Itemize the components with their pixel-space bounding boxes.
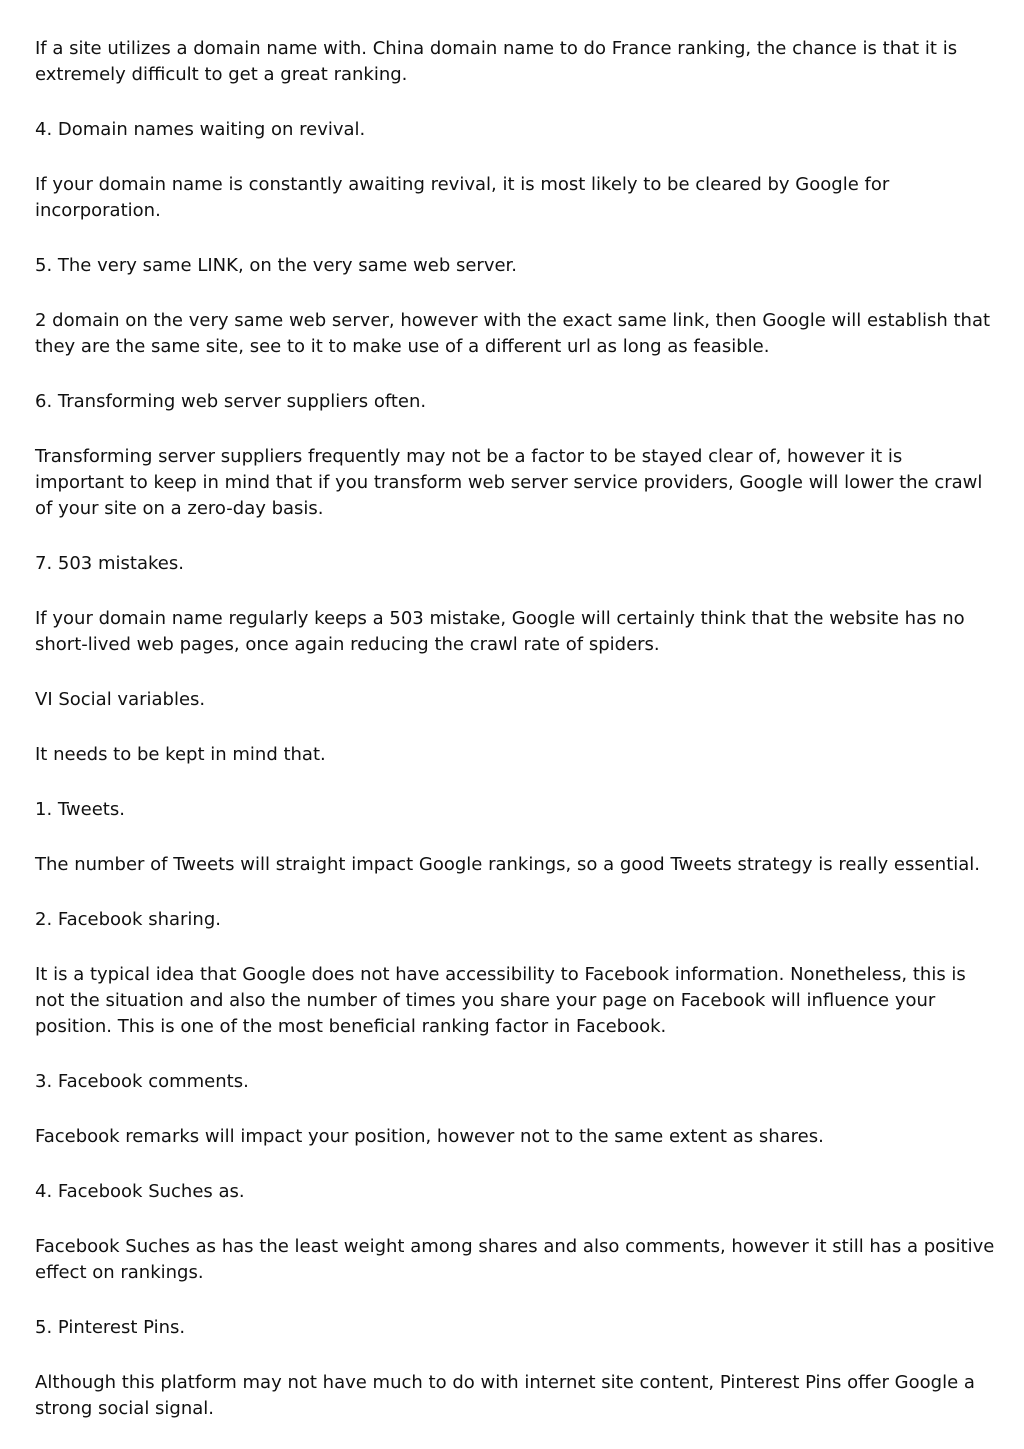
heading-domain-revival: 4. Domain names waiting on revival.	[35, 119, 366, 140]
paragraph-pinterest-pins: Although this platform may not have much to do with internet site content, Pinterest Pins offer Google a strong social signal.	[35, 1372, 975, 1419]
heading-tweets: 1. Tweets.	[35, 799, 125, 820]
paragraph-same-link: 2 domain on the very same web server, however with the exact same link, then Google will establish that they are the same site, see to it to make use of a different url as long as feasible.	[35, 310, 991, 357]
heading-facebook-comments: 3. Facebook comments.	[35, 1071, 249, 1092]
heading-facebook-likes: 4. Facebook Suches as.	[35, 1181, 245, 1202]
paragraph-facebook-comments: Facebook remarks will impact your position, however not to the same extent as shares.	[35, 1126, 824, 1147]
heading-facebook-sharing: 2. Facebook sharing.	[35, 909, 221, 930]
heading-same-link: 5. The very same LINK, on the very same web server.	[35, 255, 518, 276]
document-body	[35, 36, 995, 1422]
paragraph-domain-revival: If your domain name is constantly awaiting revival, it is most likely to be cleared by Google for incorporation.	[35, 174, 890, 221]
heading-pinterest-pins: 5. Pinterest Pins.	[35, 1317, 186, 1338]
paragraph-social-intro: It needs to be kept in mind that.	[35, 744, 326, 765]
heading-503-mistakes: 7. 503 mistakes.	[35, 553, 184, 574]
paragraph-country-domain: If a site utilizes a domain name with. China domain name to do France ranking, the chance is that it is extremely difficult to get a great ranking.	[35, 38, 958, 85]
heading-server-suppliers: 6. Transforming web server suppliers often.	[35, 391, 427, 412]
paragraph-tweets: The number of Tweets will straight impact Google rankings, so a good Tweets strategy is really essential.	[35, 854, 981, 875]
paragraph-facebook-sharing: It is a typical idea that Google does not have accessibility to Facebook information. Nonetheless, this is not the situation and also the number of times you share your page on Facebook will influence your position. This is one of the most beneficial ranking factor in Facebook.	[35, 964, 966, 1037]
paragraph-facebook-likes: Facebook Suches as has the least weight among shares and also comments, however it still has a positive effect on rankings.	[35, 1236, 995, 1283]
heading-social-variables: VI Social variables.	[35, 689, 206, 710]
paragraph-server-suppliers: Transforming server suppliers frequently may not be a factor to be stayed clear of, however it is important to keep in mind that if you transform web server service providers, Google will lower the crawl of your site on a zero-day basis.	[35, 446, 983, 519]
paragraph-503-mistakes: If your domain name regularly keeps a 503 mistake, Google will certainly think that the website has no short-lived web pages, once again reducing the crawl rate of spiders.	[35, 608, 965, 655]
